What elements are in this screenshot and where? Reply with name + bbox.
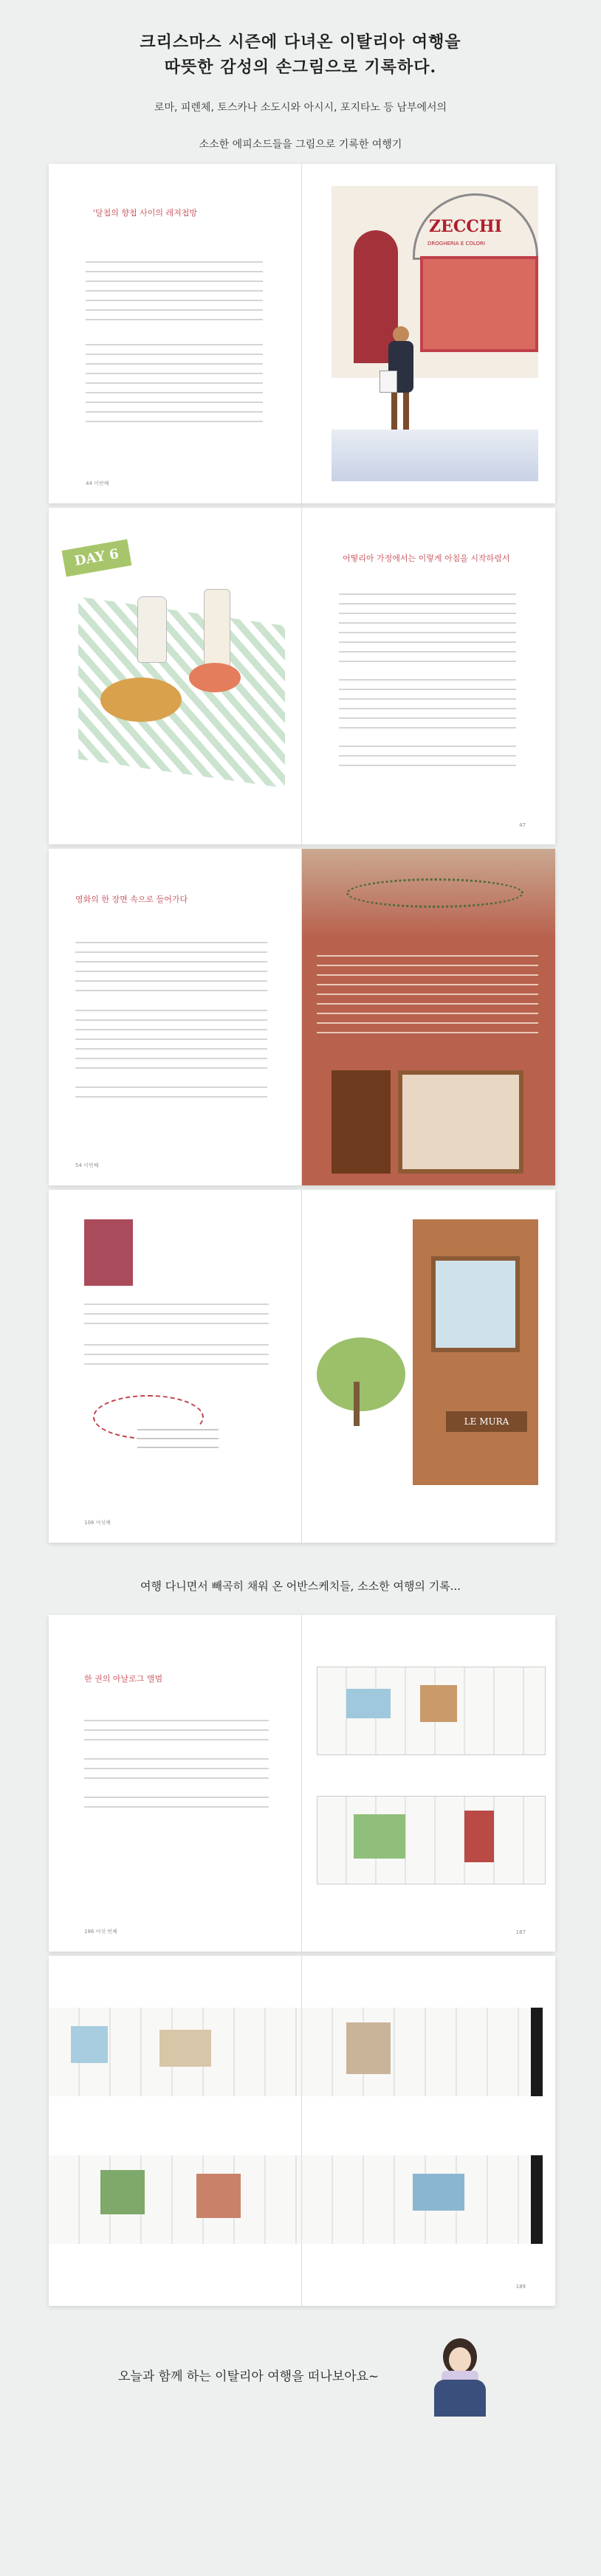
sketchbook-strip-top [302, 2008, 538, 2096]
book-spread-3 [49, 849, 555, 1185]
chapter-title: 한 권의 아날로그 앨범 [84, 1674, 163, 1684]
text-lines [339, 743, 516, 772]
sketch [413, 2174, 464, 2211]
header [0, 30, 601, 154]
sketchbook-cover [531, 2155, 543, 2244]
text-lines [84, 1341, 269, 1371]
text-lines [84, 1794, 269, 1813]
page-right-photo [302, 849, 555, 1185]
folio: 187 [515, 1929, 526, 1935]
page-left [49, 1956, 302, 2306]
chapter-title: 영화의 한 장면 속으로 들어가다 [75, 895, 188, 904]
sketch-4 [464, 1811, 494, 1862]
text-lines [339, 590, 516, 667]
mid-caption: 여행 다니면서 빼곡히 채워 온 어반스케치들, 소소한 여행의 기록... [140, 1580, 461, 1593]
text-lines [84, 1755, 269, 1785]
milk-jug [137, 596, 167, 663]
bread-plate [100, 678, 182, 722]
text-lines [75, 1084, 267, 1103]
page-left [49, 849, 302, 1185]
text-lines [86, 258, 263, 325]
tree [317, 1337, 405, 1411]
page-right [302, 1615, 555, 1952]
text-lines [75, 939, 267, 996]
sketch [71, 2026, 108, 2063]
photo-candles [84, 1219, 133, 1286]
page-left [49, 164, 302, 503]
street-sign: LE MURA [446, 1411, 527, 1432]
bottle [204, 589, 230, 670]
chapter-title: '달첩의 향첩 사이의 레져첩방 [93, 208, 198, 218]
header-subtitle-line2: 소소한 에피소드들을 그림으로 기록한 여행기 [199, 139, 402, 151]
book-spread-5 [49, 1615, 555, 1952]
text-lines [339, 676, 516, 734]
tree-trunk [354, 1382, 360, 1426]
header-title-line1: 크리스마스 시즌에 다녀온 이탈리아 여행을 [140, 32, 461, 52]
figure-person [380, 326, 424, 437]
garland [346, 878, 523, 908]
book-spread-1 [49, 164, 555, 503]
handwriting [137, 1426, 219, 1453]
folio: 47 [519, 822, 526, 828]
zecchi-sign: ZECCHI [429, 217, 502, 236]
folio: 54 이번째 [75, 1163, 99, 1168]
page-left [49, 1615, 302, 1952]
page-right [302, 1956, 555, 2306]
text-lines [75, 1007, 267, 1073]
shop-window [420, 256, 538, 352]
folio: 189 [515, 2284, 526, 2290]
day-badge: DAY 6 [62, 539, 132, 576]
window [398, 1070, 523, 1174]
sketchbook-cover [531, 2008, 543, 2096]
sketch [346, 2022, 391, 2074]
sketchbook-strip-bottom [49, 2155, 302, 2244]
sketch-1 [346, 1689, 391, 1718]
sketchbook-accordion-2 [317, 1796, 546, 1884]
sketch [196, 2174, 241, 2218]
text-lines [86, 341, 263, 428]
folio: 186 여섯 번째 [84, 1929, 117, 1935]
folio: 108 여섯째 [84, 1520, 111, 1526]
sketch-3 [354, 1814, 405, 1859]
text-lines [84, 1301, 269, 1330]
sketch-2 [420, 1685, 457, 1722]
author-illustration [427, 2338, 493, 2420]
snow-street [332, 430, 538, 481]
text-lines [84, 1717, 269, 1746]
book-spread-2 [49, 508, 555, 844]
book-spread-4 [49, 1190, 555, 1543]
page-right [302, 164, 555, 503]
shop-subtitle: DROGHERIA E COLORI [427, 241, 485, 247]
fruit-plate [189, 663, 241, 692]
text-lines-light [317, 952, 538, 1033]
page-right [302, 508, 555, 844]
page-right [302, 1190, 555, 1543]
page-left [49, 1190, 302, 1543]
sketch [159, 2030, 211, 2067]
page-left [49, 508, 302, 844]
header-subtitle-line1: 로마, 피렌체, 토스카나 소도시와 아시시, 포지타노 등 남부에서의 [154, 102, 447, 114]
header-title-line2: 따뜻한 감성의 손그림으로 기록하다. [164, 58, 437, 77]
chapter-title: 어떻리아 가정에서는 이렇게 아침을 시작하렴서 [343, 554, 510, 563]
window-shutter [332, 1070, 391, 1174]
book-spread-6 [49, 1956, 555, 2306]
footer-caption: 오늘과 함께 하는 이탈리아 여행을 떠나보아요~ [118, 2369, 380, 2384]
shrine-painting [431, 1256, 520, 1352]
sketch [100, 2170, 145, 2214]
folio: 44 이번째 [86, 481, 109, 486]
